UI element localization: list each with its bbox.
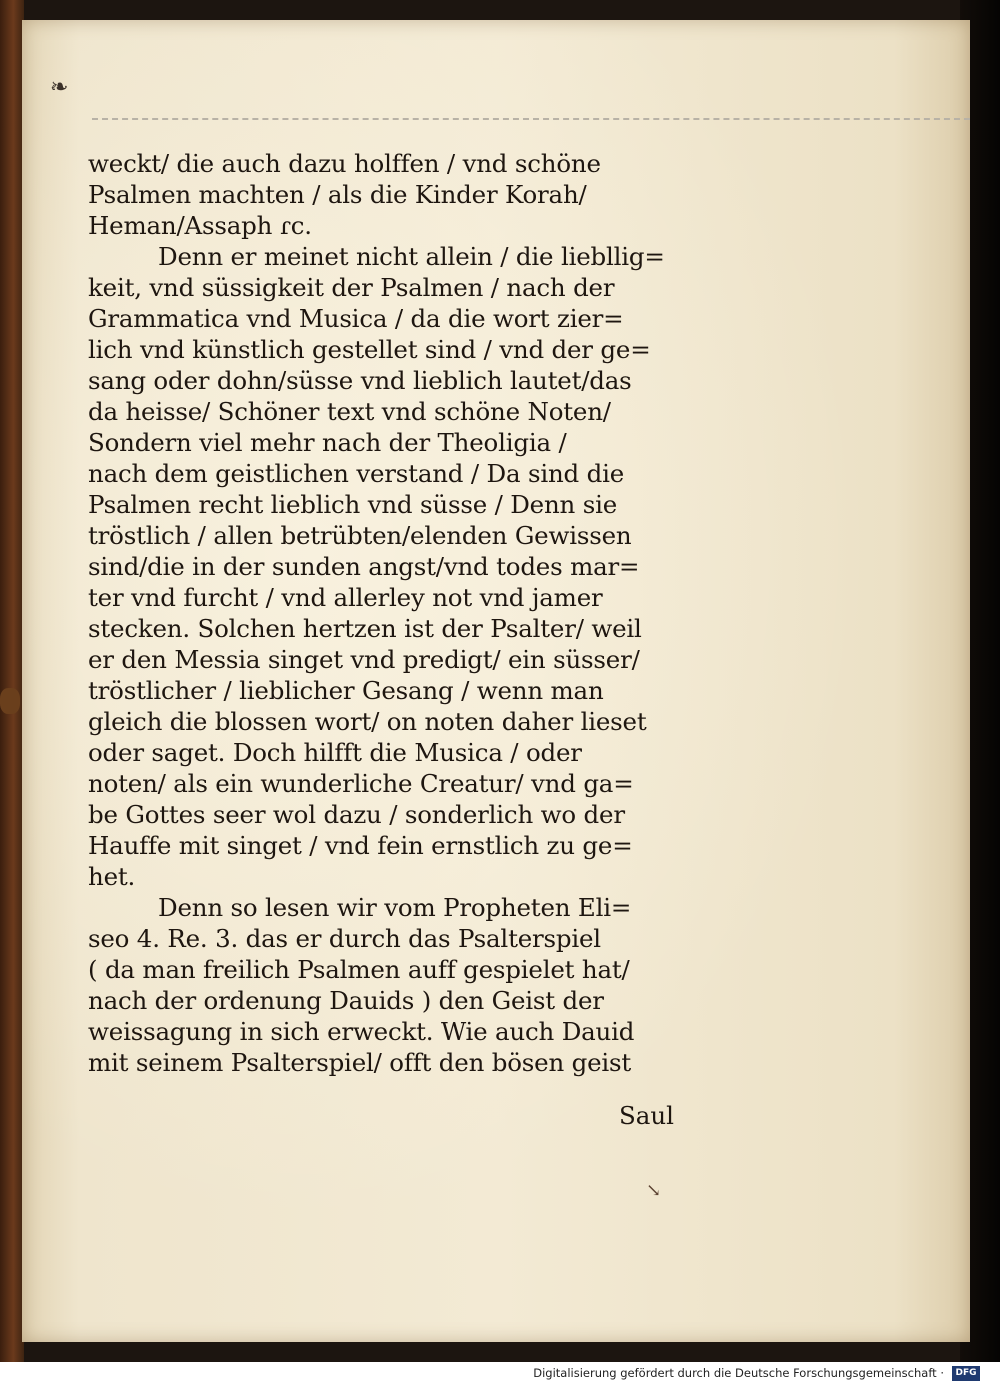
text-line: Heman/Assaph ɾc. [88,211,312,240]
text-line: stecken. Solchen hertzen ist der Psalter/ weil [88,614,642,643]
text-line: Hauffe mit singet / vnd fein ernstlich zu ge= [88,831,633,860]
text-line: lich vnd künstlich gestellet sind / vnd der ge= [88,335,651,364]
text-line: ter vnd furcht / vnd allerley not vnd jamer [88,583,603,612]
text-line: be Gottes seer wol dazu / sonderlich wo der [88,800,625,829]
text-line: nach der ordenung Dauids ) den Geist der [88,986,604,1015]
catchword: Saul [618,1101,674,1130]
dfg-logo-icon: DFG [952,1366,980,1381]
text-line: nach dem geistlichen verstand / Da sind die [88,459,625,488]
text-line: er den Messia singet vnd predigt/ ein süsser/ [88,645,640,674]
binding-stain [0,688,20,714]
text-line: da heisse/ Schöner text vnd schöne Noten/ [88,397,611,426]
text-line: Psalmen machten / als die Kinder Korah/ [88,180,587,209]
text-line: Sondern viel mehr nach der Theoligia / [88,428,567,457]
text-line: sind/die in der sunden angst/vnd todes mar= [88,552,640,581]
text-line: oder saget. Doch hilfft die Musica / oder [88,738,582,767]
page-tick-mark: ↘ [646,1180,662,1201]
text-line: Grammatica vnd Musica / da die wort zier= [88,304,624,333]
page-text [88,148,670,1078]
text-line: weckt/ die auch dazu holffen / vnd schöne [88,149,601,178]
text-line: Psalmen recht lieblich vnd süsse / Denn sie [88,490,618,519]
text-line: ( da man freilich Psalmen auff gespielet hat/ [88,955,630,984]
text-line: tröstlicher / lieblicher Gesang / wenn man [88,676,604,705]
text-line: keit, vnd süssigkeit der Psalmen / nach der [88,273,615,302]
corner-mark-icon: ❧ [50,75,69,100]
text-line: Denn so lesen wir vom Propheten Eli= [158,893,632,922]
footer-bar [0,1362,1000,1388]
text-line: tröstlich / allen betrübten/elenden Gewissen [88,521,632,550]
text-line: het. [88,862,136,891]
binding-edge [0,0,24,1362]
text-line: gleich die blossen wort/ on noten daher lieset [88,707,647,736]
text-line: Denn er meinet nicht allein / die liebllig= [158,242,665,271]
text-line: mit seinem Psalterspiel/ offt den bösen geist [88,1048,632,1077]
text-line: weissagung in sich erweckt. Wie auch Dauid [88,1017,635,1046]
footer-credit: Digitalisierung gefördert durch die Deutsche Forschungsgemeinschaft · [533,1366,944,1380]
book-page [22,20,970,1342]
text-line: sang oder dohn/süsse vnd lieblich lautet/das [88,366,632,395]
header-rule [92,118,970,120]
text-line: seo 4. Re. 3. das er durch das Psalterspiel [88,924,601,953]
text-line: noten/ als ein wunderliche Creatur/ vnd ga= [88,769,634,798]
